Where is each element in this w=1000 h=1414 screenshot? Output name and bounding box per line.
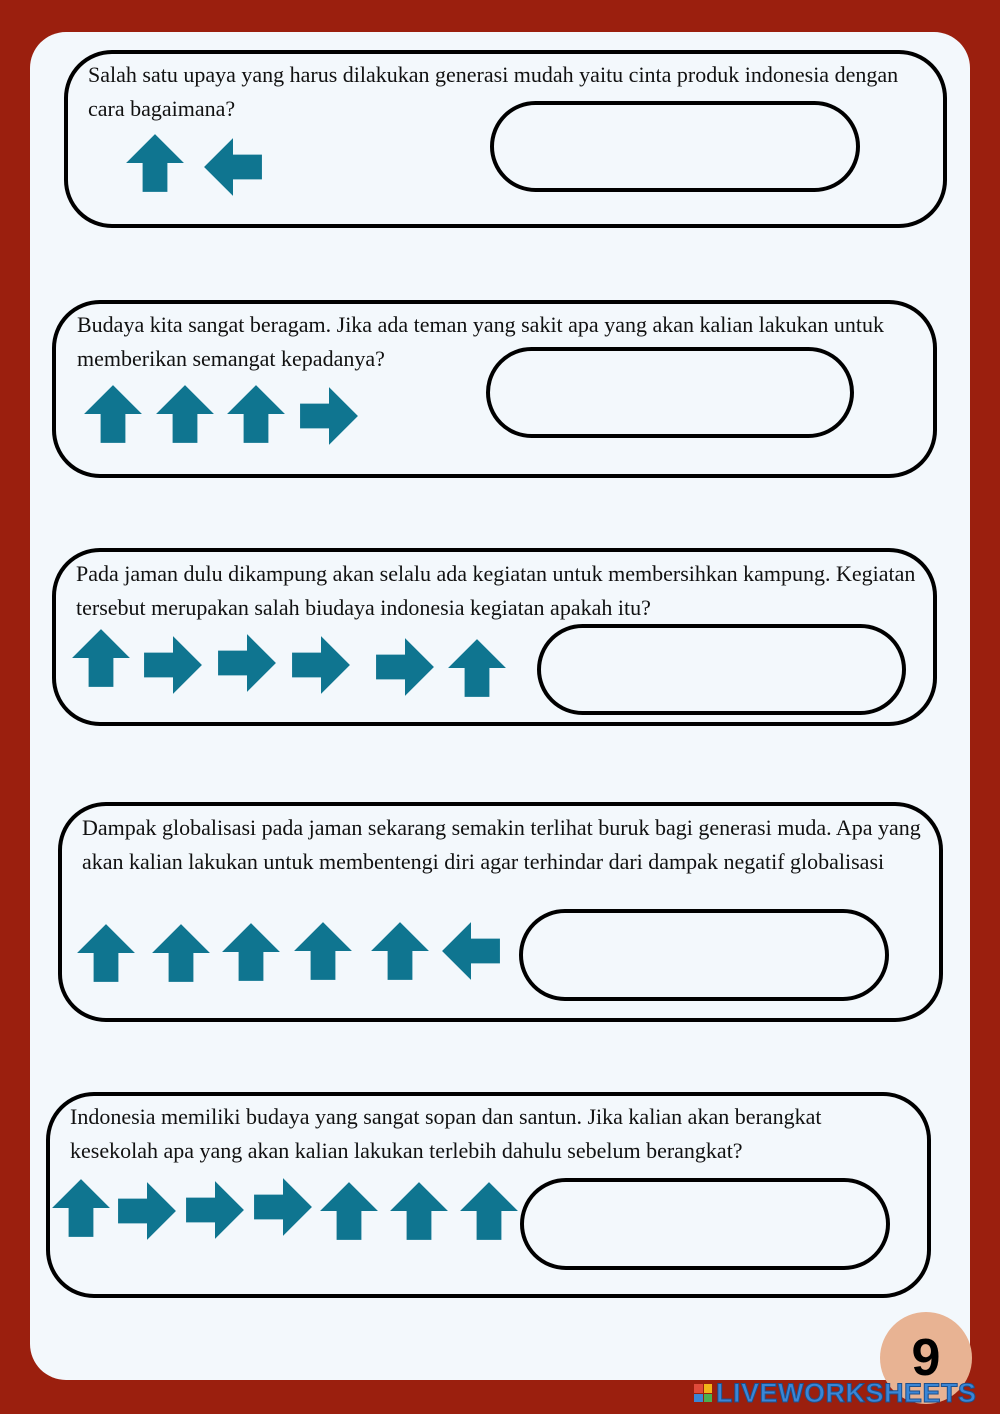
arrow-right-icon (116, 1180, 178, 1242)
page-number-badge: 9 (880, 1312, 972, 1404)
liveworksheets-brand (694, 1376, 977, 1410)
answer-field-2[interactable] (486, 347, 854, 438)
arrow-up-icon (458, 1180, 520, 1242)
arrow-right-icon (252, 1176, 314, 1238)
arrow-up-icon (75, 922, 137, 984)
arrow-right-icon (298, 385, 360, 447)
arrow-up-icon (82, 383, 144, 445)
answer-field-5[interactable] (520, 1178, 890, 1270)
question-text-5: Indonesia memiliki budaya yang sangat sopan dan santun. Jika kalian akan berangkat kesekolah apa yang akan kalian lakukan terlebih dahulu sebelum berangkat? (70, 1104, 822, 1163)
arrow-up-icon (388, 1180, 450, 1242)
arrow-up-icon (369, 920, 431, 982)
question-text-3: Pada jaman dulu dikampung akan selalu ada kegiatan untuk membersihkan kampung. Kegiatan tersebut merupakan salah biudaya indonesia kegiatan apakah itu? (76, 561, 916, 620)
answer-field-4[interactable] (519, 909, 889, 1001)
arrow-up-icon (292, 920, 354, 982)
arrow-left-icon (440, 920, 502, 982)
arrow-left-icon (202, 136, 264, 198)
brand-name: LIVEWORKSHEETS (716, 1377, 977, 1408)
arrow-up-icon (150, 922, 212, 984)
question-text-1: Salah satu upaya yang harus dilakukan generasi mudah yaitu cinta produk indonesia dengan cara bagaimana? (88, 62, 899, 121)
answer-field-1[interactable] (490, 101, 860, 192)
arrow-up-icon (50, 1177, 112, 1239)
arrow-up-icon (225, 383, 287, 445)
arrow-up-icon (220, 921, 282, 983)
arrow-right-icon (216, 632, 278, 694)
arrow-right-icon (290, 634, 352, 696)
arrow-up-icon (70, 627, 132, 689)
arrow-up-icon (446, 637, 508, 699)
arrow-up-icon (318, 1180, 380, 1242)
answer-field-3[interactable] (537, 624, 906, 715)
question-text-2: Budaya kita sangat beragam. Jika ada teman yang sakit apa yang akan kalian lakukan untuk memberikan semangat kepadanya? (77, 312, 884, 371)
arrow-up-icon (124, 132, 186, 194)
question-text-4: Dampak globalisasi pada jaman sekarang semakin terlihat buruk bagi generasi muda. Apa yang akan kalian lakukan untuk membentengi diri agar terhindar dari dampak negatif globalisasi (82, 815, 921, 874)
arrow-right-icon (374, 636, 436, 698)
arrow-right-icon (184, 1179, 246, 1241)
liveworksheets-logo-icon (694, 1384, 712, 1402)
arrow-right-icon (142, 634, 204, 696)
arrow-up-icon (154, 383, 216, 445)
